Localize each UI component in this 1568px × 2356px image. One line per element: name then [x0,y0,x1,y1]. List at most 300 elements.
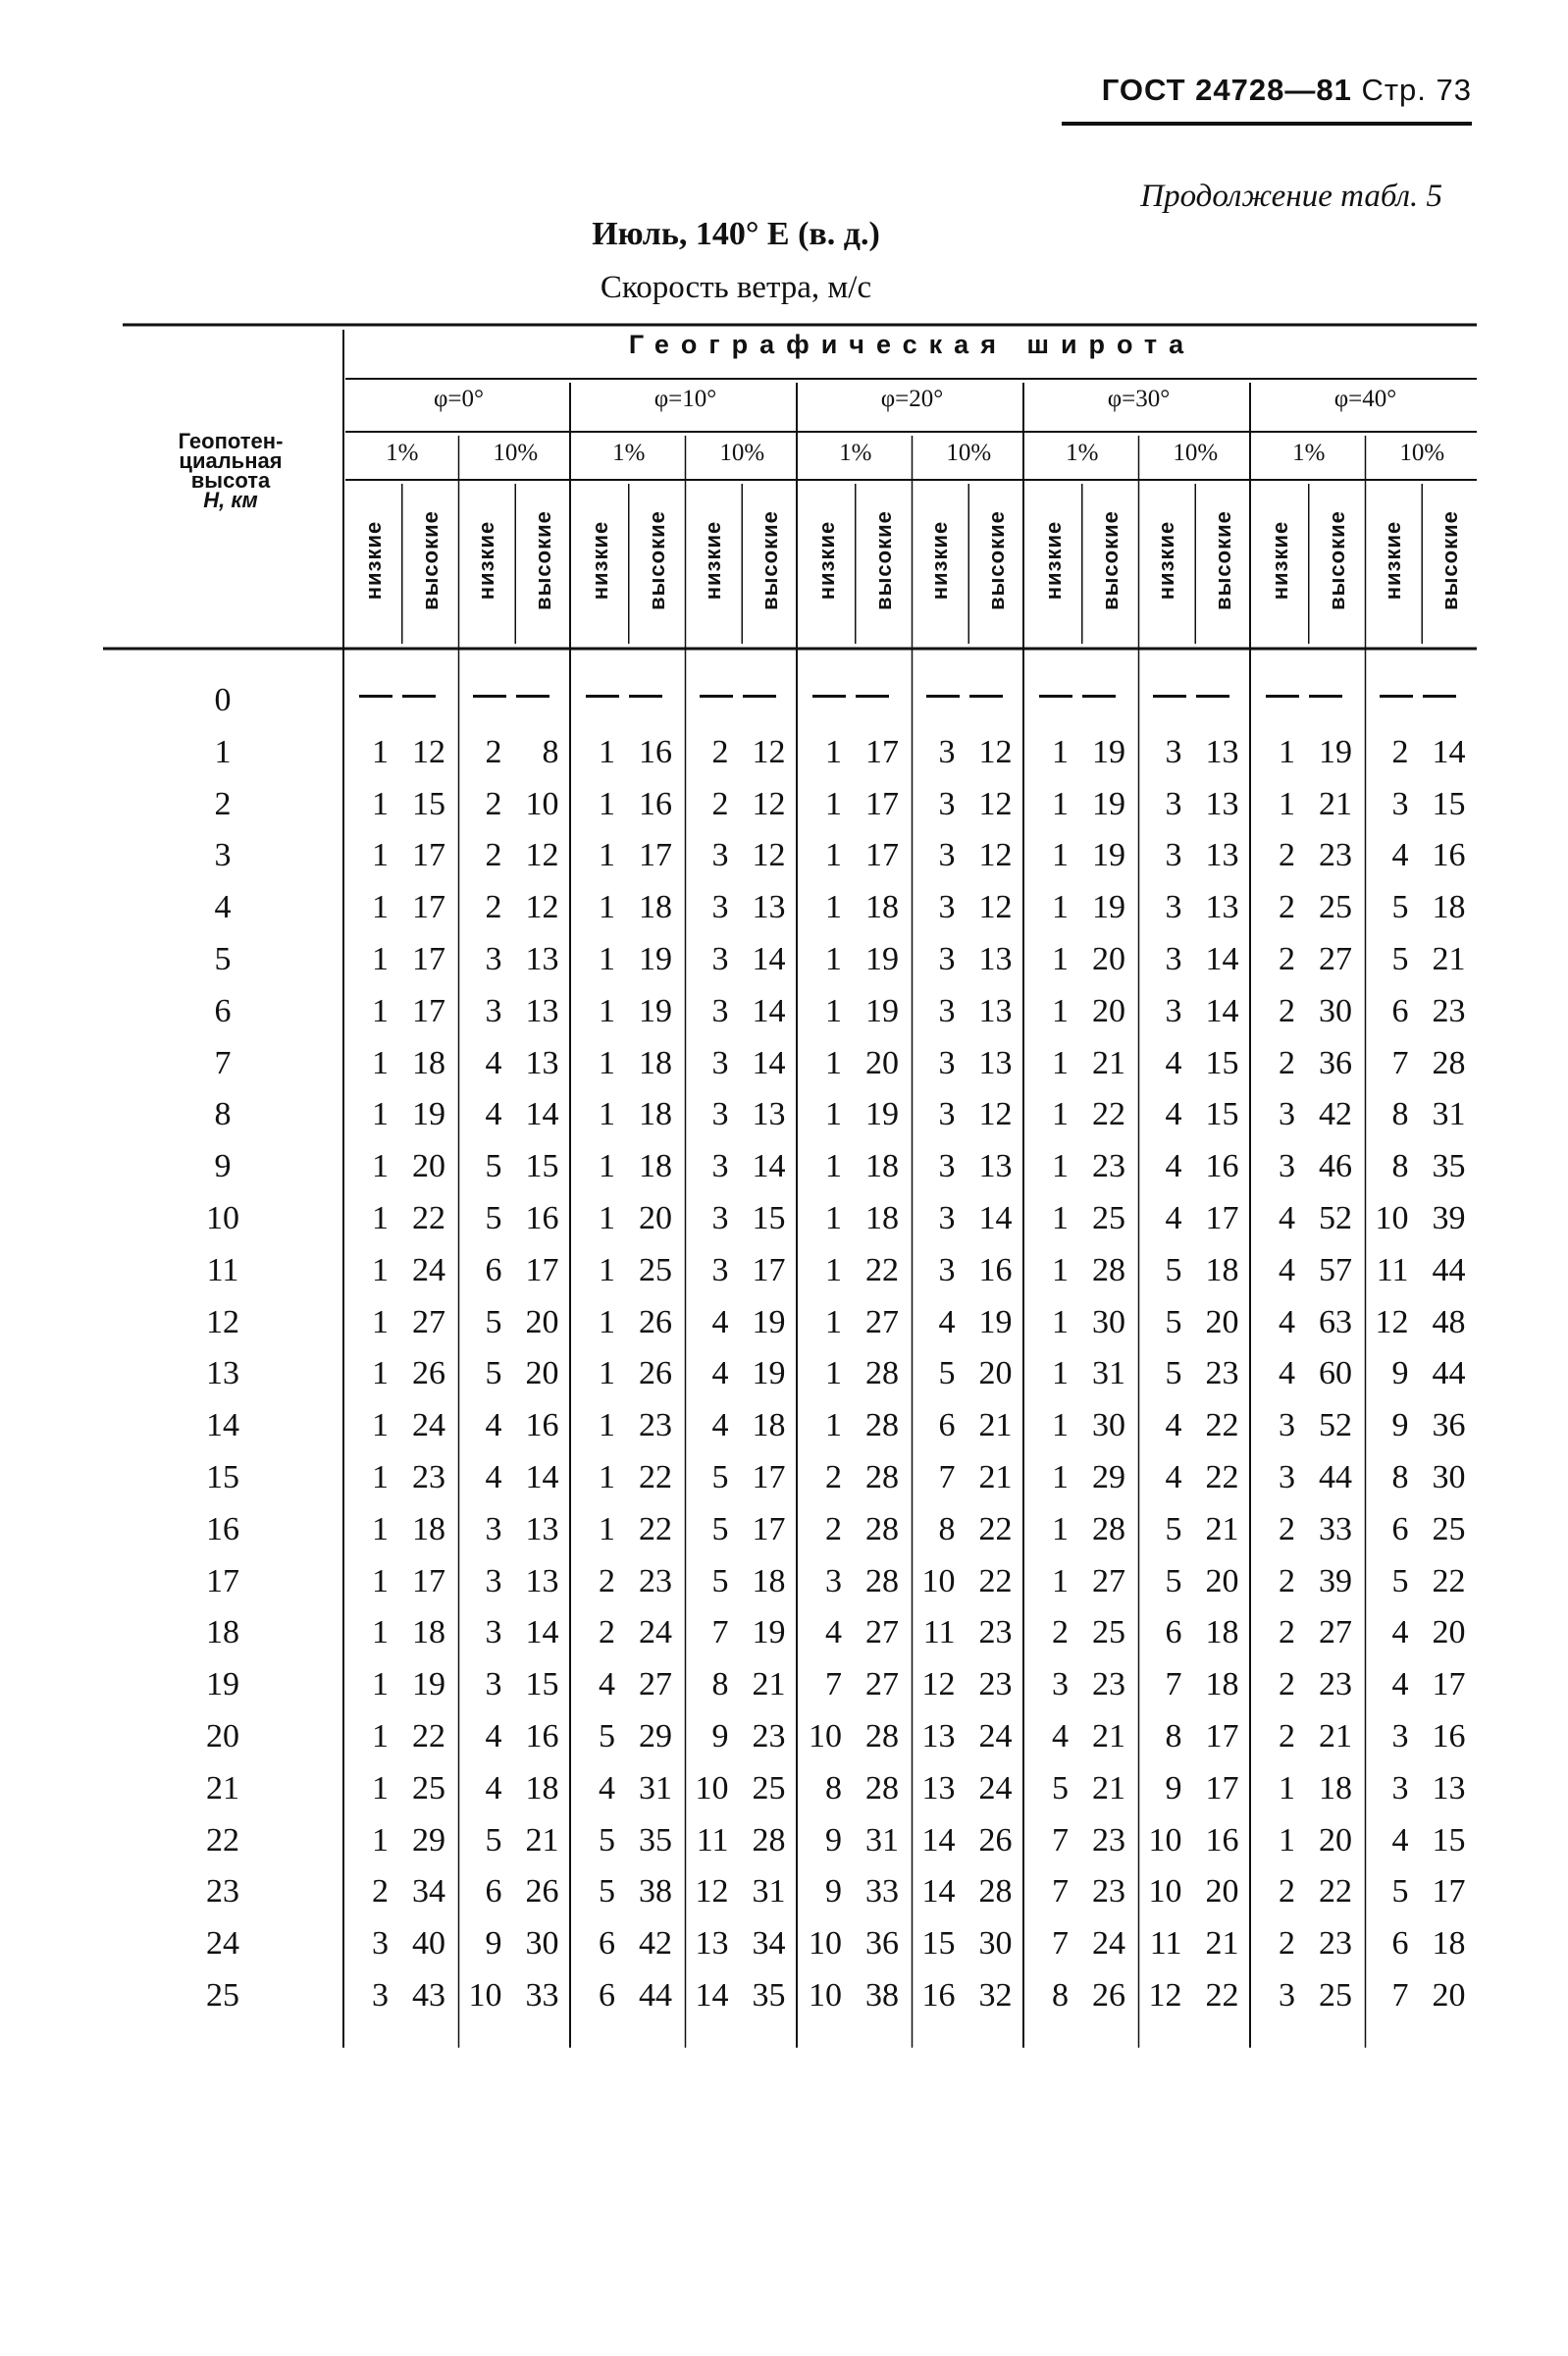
wind-speed-cell [686,1044,800,1083]
low-value: 1 [825,941,842,977]
low-value: 4 [485,1407,502,1444]
wind-speed-cell [459,1613,573,1652]
wind-speed-cell [1025,1976,1139,2016]
high-value: 21 [1092,1044,1125,1081]
low-value: 4 [938,1303,956,1340]
high-value: 20 [1205,1873,1239,1911]
high-value: 12 [978,837,1013,874]
high-value: 15 [525,1148,559,1185]
low-value: 5 [938,1355,956,1392]
low-value: 2 [1279,1873,1295,1911]
low-value: 3 [938,785,956,822]
standard-number: ГОСТ 24728—81 [1101,73,1352,107]
dash-mark [1309,695,1342,698]
high-value: 22 [1205,1407,1239,1444]
wind-speed-cell [345,1095,459,1134]
high-value: 18 [865,1148,899,1185]
high-value: 28 [865,1562,899,1599]
wind-speed-cell [459,1458,573,1497]
high-value: 28 [1092,1251,1125,1288]
low-value: 7 [1052,1925,1069,1963]
wind-speed-cell [1139,1303,1253,1342]
low-value: 4 [711,1407,729,1444]
wind-speed-cell [345,1872,459,1911]
high-value: 18 [1205,1614,1239,1651]
low-value: 1 [599,837,615,874]
high-value: 13 [1205,837,1239,874]
probability-label: 1% [386,440,419,466]
wind-speed-cell [1025,836,1139,875]
high-value: 16 [1205,1821,1239,1859]
low-value: 1 [599,1148,615,1185]
high-value: 20 [1205,1562,1239,1599]
low-value: 4 [711,1355,729,1392]
high-value: 60 [1319,1355,1352,1392]
subcolumn-low-label: низкие [474,520,499,601]
wind-speed-cell [1139,1458,1253,1497]
subcolumn-high-label: высокие [1324,510,1349,610]
low-value: 2 [485,837,502,874]
high-value: 18 [412,1510,445,1547]
high-value: 25 [1092,1200,1125,1236]
wind-speed-cell [1139,1562,1253,1601]
wind-speed-cell [459,1044,573,1083]
dash-mark [629,695,662,698]
low-value: 2 [485,889,502,926]
high-value: 23 [1092,1148,1125,1185]
wind-speed-cell [1025,733,1139,772]
wind-speed-cell [1366,1199,1480,1238]
wind-speed-cell [686,1924,800,1963]
wind-speed-cell [1025,1924,1139,1963]
low-value: 4 [1165,1407,1182,1444]
wind-speed-cell [1025,1872,1139,1911]
high-value: 42 [639,1925,672,1963]
high-value: 20 [1432,1977,1466,2014]
low-value: 2 [485,785,502,822]
wind-speed-cell [1366,1510,1480,1549]
high-value: 19 [1319,733,1352,770]
wind-speed-cell [686,1562,800,1601]
high-value: 13 [1205,733,1239,770]
low-value: 13 [921,1718,956,1754]
wind-speed-cell [459,733,573,772]
high-value: 22 [865,1251,899,1288]
low-value: 4 [485,1769,502,1806]
wind-speed-cell [1025,1717,1139,1756]
low-value: 1 [825,889,842,926]
wind-speed-cell [1025,1147,1139,1186]
high-value: 44 [1432,1355,1466,1392]
wind-speed-cell [1139,992,1253,1031]
wind-speed-cell [799,888,913,927]
low-value: 2 [1279,1510,1295,1547]
wind-speed-cell [572,1976,686,2016]
high-value: 18 [412,1614,445,1651]
wind-speed-cell [1025,785,1139,824]
probability-label: 10% [1173,440,1219,466]
high-value: 19 [865,992,899,1029]
wind-speed-cell [686,1251,800,1290]
low-value: 2 [485,733,502,770]
high-value: 13 [1205,785,1239,822]
wind-speed-cell [686,888,800,927]
wind-speed-cell [686,992,800,1031]
wind-speed-cell [799,1303,913,1342]
wind-speed-cell [1366,1251,1480,1290]
low-value: 10 [809,1977,842,2014]
subcolumn-low-label: низкие [360,520,386,601]
latitude-label: φ=0° [433,386,485,412]
wind-speed-cell [345,1769,459,1808]
low-value: 2 [1391,733,1409,770]
high-value: 39 [1319,1562,1352,1599]
high-value: 33 [865,1873,899,1911]
low-value: 2 [1279,837,1295,874]
low-value: 2 [1052,1614,1069,1651]
high-value: 24 [412,1407,445,1444]
wind-speed-cell [1025,1303,1139,1342]
subcolumn-low-label: низкие [701,520,726,601]
high-value: 20 [1319,1821,1352,1859]
wind-speed-cell [686,1872,800,1911]
wind-speed-cell [799,1821,913,1860]
high-value: 20 [1205,1303,1239,1340]
low-value: 1 [1052,1200,1069,1236]
dash-mark [743,695,776,698]
low-value: 1 [825,1148,842,1185]
high-value: 18 [1205,1251,1239,1288]
subcolumn-low-label: низкие [1040,520,1066,601]
wind-speed-cell [459,1872,573,1911]
subcolumn-high-label: высокие [1211,510,1236,610]
high-value: 14 [525,1459,559,1495]
low-value: 5 [1165,1562,1182,1599]
high-value: 19 [865,941,899,977]
wind-speed-cell [799,1924,913,1963]
high-value: 26 [978,1821,1013,1859]
wind-speed-cell [686,1147,800,1186]
high-value: 20 [412,1148,445,1185]
wind-speed-cell [913,1095,1026,1134]
wind-speed-cell [1252,733,1366,772]
low-value: 7 [1391,1044,1409,1081]
high-value: 18 [752,1407,786,1444]
wind-speed-cell [1139,1251,1253,1290]
wind-speed-cell [572,1665,686,1704]
wind-speed-cell [799,1976,913,2016]
wind-speed-cell [799,940,913,979]
high-value: 19 [639,941,672,977]
low-value: 3 [938,889,956,926]
high-value: 18 [865,889,899,926]
wind-speed-cell [572,1872,686,1911]
low-value: 3 [938,1200,956,1236]
low-value: 5 [485,1200,502,1236]
low-value: 1 [372,785,389,822]
low-value: 3 [485,1614,502,1651]
height-cell: 2 [214,785,232,822]
low-value: 1 [1052,941,1069,977]
high-value: 19 [1092,837,1125,874]
low-value: 3 [938,1148,956,1185]
high-value: 48 [1432,1303,1466,1340]
low-value: 1 [1052,1303,1069,1340]
low-value: 1 [372,1459,389,1495]
wind-speed-cell [686,1769,800,1808]
height-cell: 20 [206,1718,239,1754]
low-value: 3 [938,1251,956,1288]
wind-speed-cell [686,1717,800,1756]
low-value: 1 [372,1148,389,1185]
wind-speed-cell [913,785,1026,824]
high-value: 26 [639,1303,672,1340]
high-value: 43 [412,1977,445,2014]
height-cell: 12 [206,1303,239,1340]
low-value: 2 [1279,992,1295,1029]
wind-speed-cell [345,1924,459,1963]
high-value: 25 [1319,1977,1352,2014]
high-value: 18 [639,1044,672,1081]
wind-speed-cell [572,1458,686,1497]
high-value: 29 [639,1718,672,1754]
wind-speed-cell [686,1665,800,1704]
high-value: 23 [639,1562,672,1599]
low-value: 3 [1279,1096,1295,1133]
low-value: 1 [599,1355,615,1392]
high-value: 15 [1432,785,1466,822]
wind-speed-cell [572,1510,686,1549]
high-value: 19 [752,1303,786,1340]
high-value: 18 [1319,1769,1352,1806]
high-value: 21 [1205,1510,1239,1547]
wind-speed-cell [1366,1354,1480,1393]
wind-speed-cell [572,1406,686,1445]
low-value: 3 [938,941,956,977]
high-value: 23 [1319,1925,1352,1963]
empty-value-dashes [926,695,1005,699]
wind-speed-cell [913,992,1026,1031]
low-value: 4 [1165,1044,1182,1081]
low-value: 1 [1052,837,1069,874]
page-number: Стр. 73 [1361,73,1472,107]
low-value: 3 [485,992,502,1029]
low-value: 5 [599,1873,615,1911]
table-continuation-note: Продолжение табл. 5 [1140,179,1442,214]
low-value: 10 [1148,1873,1182,1911]
wind-speed-cell [913,1354,1026,1393]
wind-speed-cell [1366,1562,1480,1601]
wind-speed-cell [345,1510,459,1549]
wind-speed-cell [799,1199,913,1238]
low-value: 1 [1052,1355,1069,1392]
low-value: 4 [1052,1718,1069,1754]
high-value: 14 [978,1200,1013,1236]
high-value: 27 [865,1614,899,1651]
low-value: 3 [711,1044,729,1081]
wind-speed-cell [459,1303,573,1342]
high-value: 13 [752,889,786,926]
low-value: 3 [938,1096,956,1133]
high-value: 52 [1319,1407,1352,1444]
high-value: 19 [639,992,672,1029]
high-value: 21 [1205,1925,1239,1963]
low-value: 1 [599,785,615,822]
dash-mark [926,695,960,698]
wind-speed-cell [1252,1821,1366,1860]
high-value: 17 [639,837,672,874]
wind-speed-cell [1025,1095,1139,1134]
high-value: 18 [639,889,672,926]
low-value: 2 [1279,1562,1295,1599]
high-value: 13 [978,1044,1013,1081]
low-value: 9 [825,1821,842,1859]
high-value: 13 [525,1510,559,1547]
low-value: 3 [938,1044,956,1081]
wind-speed-cell [345,1406,459,1445]
wind-speed-cell [913,1562,1026,1601]
wind-speed-cell [1025,1510,1139,1549]
wind-speed-cell [1252,1147,1366,1186]
empty-value-dashes [700,695,778,699]
wind-speed-cell [913,1303,1026,1342]
high-value: 8 [542,733,559,770]
high-value: 12 [752,837,786,874]
low-value: 1 [372,1200,389,1236]
wind-speed-cell [345,733,459,772]
low-value: 5 [1052,1769,1069,1806]
wind-speed-cell [459,992,573,1031]
high-value: 25 [1432,1510,1466,1547]
low-value: 1 [372,1096,389,1133]
low-value: 1 [1052,733,1069,770]
wind-speed-cell [459,1095,573,1134]
wind-speed-cell [572,1769,686,1808]
low-value: 3 [485,1562,502,1599]
low-value: 14 [921,1821,956,1859]
wind-speed-cell [1252,1562,1366,1601]
high-value: 22 [412,1718,445,1754]
high-value: 16 [1432,837,1466,874]
low-value: 4 [825,1614,842,1651]
subcolumn-high-label: высокие [531,510,556,610]
table-title: Июль, 140° Е (в. д.) [592,216,880,252]
high-value: 28 [865,1718,899,1754]
wind-speed-cell [799,992,913,1031]
low-value: 10 [1375,1200,1409,1236]
wind-speed-cell [459,1821,573,1860]
high-value: 23 [752,1718,786,1754]
wind-speed-cell [1025,992,1139,1031]
low-value: 1 [599,992,615,1029]
wind-speed-cell [1252,1354,1366,1393]
wind-speed-cell [1366,1406,1480,1445]
low-value: 1 [599,1510,615,1547]
low-value: 6 [599,1925,615,1963]
high-value: 22 [639,1459,672,1495]
probability-label: 1% [1066,440,1099,466]
high-value: 16 [525,1407,559,1444]
low-value: 7 [825,1666,842,1703]
wind-speed-cell [686,1510,800,1549]
wind-speed-cell [913,1821,1026,1860]
high-value: 17 [865,785,899,822]
wind-speed-cell [1252,1976,1366,2016]
low-value: 3 [1165,992,1182,1029]
high-value: 12 [525,889,559,926]
wind-speed-cell [799,1251,913,1290]
wind-speed-cell [572,1199,686,1238]
wind-speed-cell [345,785,459,824]
low-value: 1 [825,1355,842,1392]
wind-speed-cell [1025,1769,1139,1808]
low-value: 2 [711,785,729,822]
wind-speed-cell [686,1458,800,1497]
high-value: 29 [412,1821,445,1859]
high-value: 22 [1432,1562,1466,1599]
high-value: 17 [412,889,445,926]
wind-speed-cell [1139,1665,1253,1704]
low-value: 6 [485,1251,502,1288]
low-value: 1 [599,1459,615,1495]
high-value: 22 [1319,1873,1352,1911]
wind-speed-cell [1252,1924,1366,1963]
wind-speed-cell [1252,1872,1366,1911]
wind-speed-cell [345,1613,459,1652]
high-value: 23 [1092,1873,1125,1911]
high-value: 22 [1205,1459,1239,1495]
wind-speed-cell [1366,785,1480,824]
wind-speed-cell [1252,1044,1366,1083]
wind-speed-cell [572,1303,686,1342]
high-value: 44 [1432,1251,1466,1288]
high-value: 13 [752,1096,786,1133]
wind-speed-cell [1366,1613,1480,1652]
low-value: 3 [1279,1459,1295,1495]
wind-speed-cell [345,888,459,927]
low-value: 4 [1165,1200,1182,1236]
high-value: 23 [1319,1666,1352,1703]
wind-speed-cell [913,1613,1026,1652]
low-value: 1 [599,1303,615,1340]
high-value: 23 [1432,992,1466,1029]
wind-speed-cell [913,1769,1026,1808]
low-value: 3 [711,1096,729,1133]
high-value: 31 [752,1873,786,1911]
wind-speed-cell [1139,1406,1253,1445]
high-value: 17 [412,837,445,874]
empty-value-dashes [586,695,664,699]
low-value: 4 [1391,837,1409,874]
high-value: 13 [525,992,559,1029]
low-value: 8 [711,1666,729,1703]
probability-label: 1% [1292,440,1326,466]
high-value: 28 [978,1873,1013,1911]
wind-speed-cell [459,940,573,979]
high-value: 19 [1092,733,1125,770]
low-value: 4 [485,1044,502,1081]
low-value: 1 [372,1251,389,1288]
low-value: 5 [485,1821,502,1859]
wind-speed-cell [1139,1717,1253,1756]
low-value: 1 [825,1407,842,1444]
high-value: 17 [1205,1769,1239,1806]
wind-speed-cell [1252,1303,1366,1342]
wind-speed-cell [1139,888,1253,927]
wind-speed-cell [686,1613,800,1652]
low-value: 1 [1052,1459,1069,1495]
high-value: 23 [412,1459,445,1495]
